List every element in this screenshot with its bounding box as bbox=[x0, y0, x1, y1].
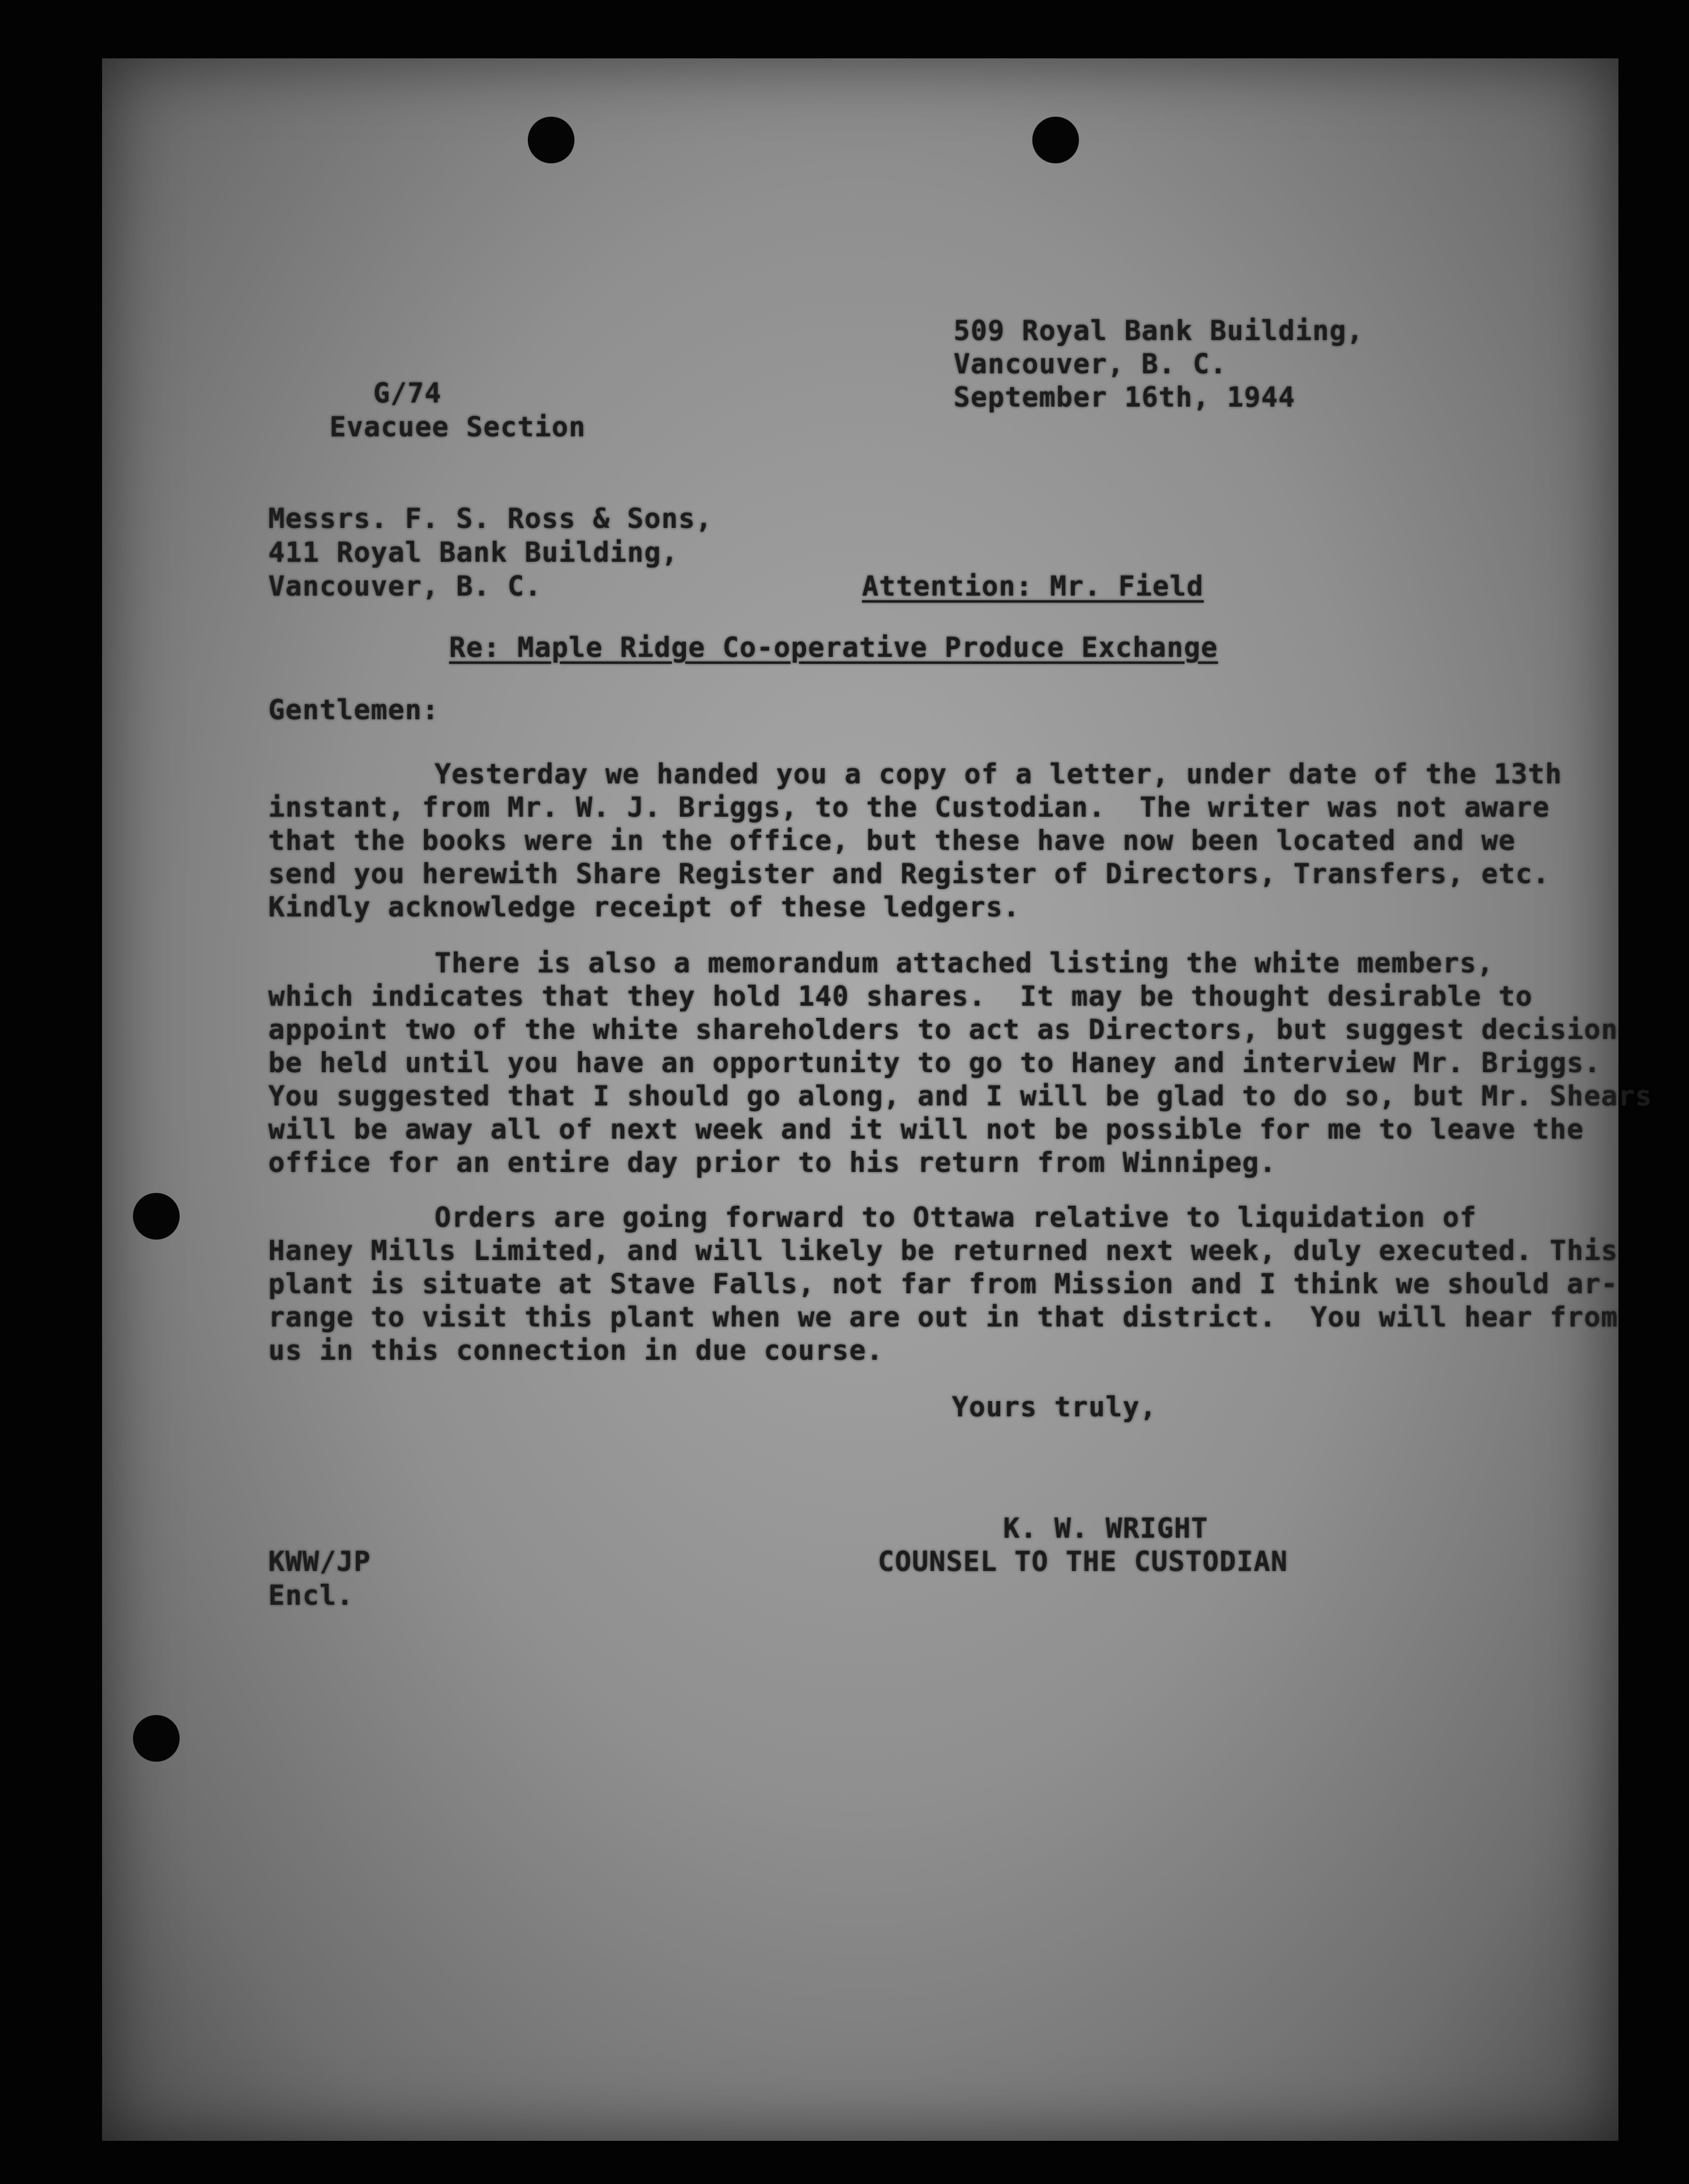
recipient-line2: 411 Royal Bank Building, bbox=[268, 537, 679, 569]
paragraph3-line4: range to visit this plant when we are out in that district. You will hear from bbox=[268, 1301, 1618, 1334]
reference-initials: KWW/JP bbox=[268, 1546, 371, 1578]
paragraph2-line3: appoint two of the white shareholders to act as Directors, but suggest decision bbox=[268, 1014, 1618, 1046]
letter-date: September 16th, 1944 bbox=[954, 382, 1295, 414]
attention-line: Attention: Mr. Field bbox=[862, 570, 1204, 603]
closing: Yours truly, bbox=[952, 1391, 1157, 1423]
paragraph1-line2: instant, from Mr. W. J. Briggs, to the Custodian. The writer was not aware bbox=[268, 792, 1550, 824]
paragraph2-line5: You suggested that I should go along, and I will be glad to do so, but Mr. Shears bbox=[268, 1080, 1653, 1112]
paragraph2-line6: will be away all of next week and it will not be possible for me to leave the bbox=[268, 1114, 1584, 1146]
sender-address-line2: Vancouver, B. C. bbox=[954, 348, 1227, 380]
punch-hole-left-middle bbox=[133, 1193, 180, 1240]
punch-hole-top-left bbox=[528, 117, 574, 163]
paragraph1-line4: send you herewith Share Register and Register of Directors, Transfers, etc. bbox=[268, 858, 1550, 890]
paragraph3-line3: plant is situate at Stave Falls, not far from Mission and I think we should ar- bbox=[268, 1268, 1618, 1300]
paragraph2-line4: be held until you have an opportunity to go to Haney and interview Mr. Briggs. bbox=[268, 1047, 1602, 1079]
file-section: Evacuee Section bbox=[330, 411, 586, 443]
punch-hole-top-right bbox=[1032, 117, 1079, 163]
enclosure-note: Encl. bbox=[268, 1580, 354, 1612]
paragraph1-line1: Yesterday we handed you a copy of a letter, under date of the 13th bbox=[434, 758, 1562, 790]
paragraph3-line5: us in this connection in due course. bbox=[268, 1335, 884, 1367]
punch-hole-left-lower bbox=[133, 1715, 180, 1762]
salutation: Gentlemen: bbox=[268, 694, 439, 726]
paragraph2-line1: There is also a memorandum attached listing the white members, bbox=[434, 947, 1494, 979]
recipient-line1: Messrs. F. S. Ross & Sons, bbox=[268, 503, 713, 535]
file-number: G/74 bbox=[373, 377, 442, 410]
signature-title: COUNSEL TO THE CUSTODIAN bbox=[878, 1546, 1288, 1578]
signature-name: K. W. WRIGHT bbox=[1003, 1513, 1208, 1545]
sender-address-line1: 509 Royal Bank Building, bbox=[954, 315, 1364, 347]
paragraph3-line1: Orders are going forward to Ottawa relative to liquidation of bbox=[434, 1202, 1477, 1234]
paragraph1-line5: Kindly acknowledge receipt of these ledgers. bbox=[268, 891, 1021, 923]
recipient-line3: Vancouver, B. C. bbox=[268, 570, 542, 603]
paragraph2-line2: which indicates that they hold 140 shares. It may be thought desirable to bbox=[268, 981, 1533, 1013]
paragraph1-line3: that the books were in the office, but these have now been located and we bbox=[268, 825, 1516, 857]
paragraph3-line2: Haney Mills Limited, and will likely be returned next week, duly executed. This bbox=[268, 1235, 1618, 1267]
paragraph2-line7: office for an entire day prior to his return from Winnipeg. bbox=[268, 1147, 1277, 1179]
subject-line: Re: Maple Ridge Co-operative Produce Exchange bbox=[449, 632, 1218, 664]
